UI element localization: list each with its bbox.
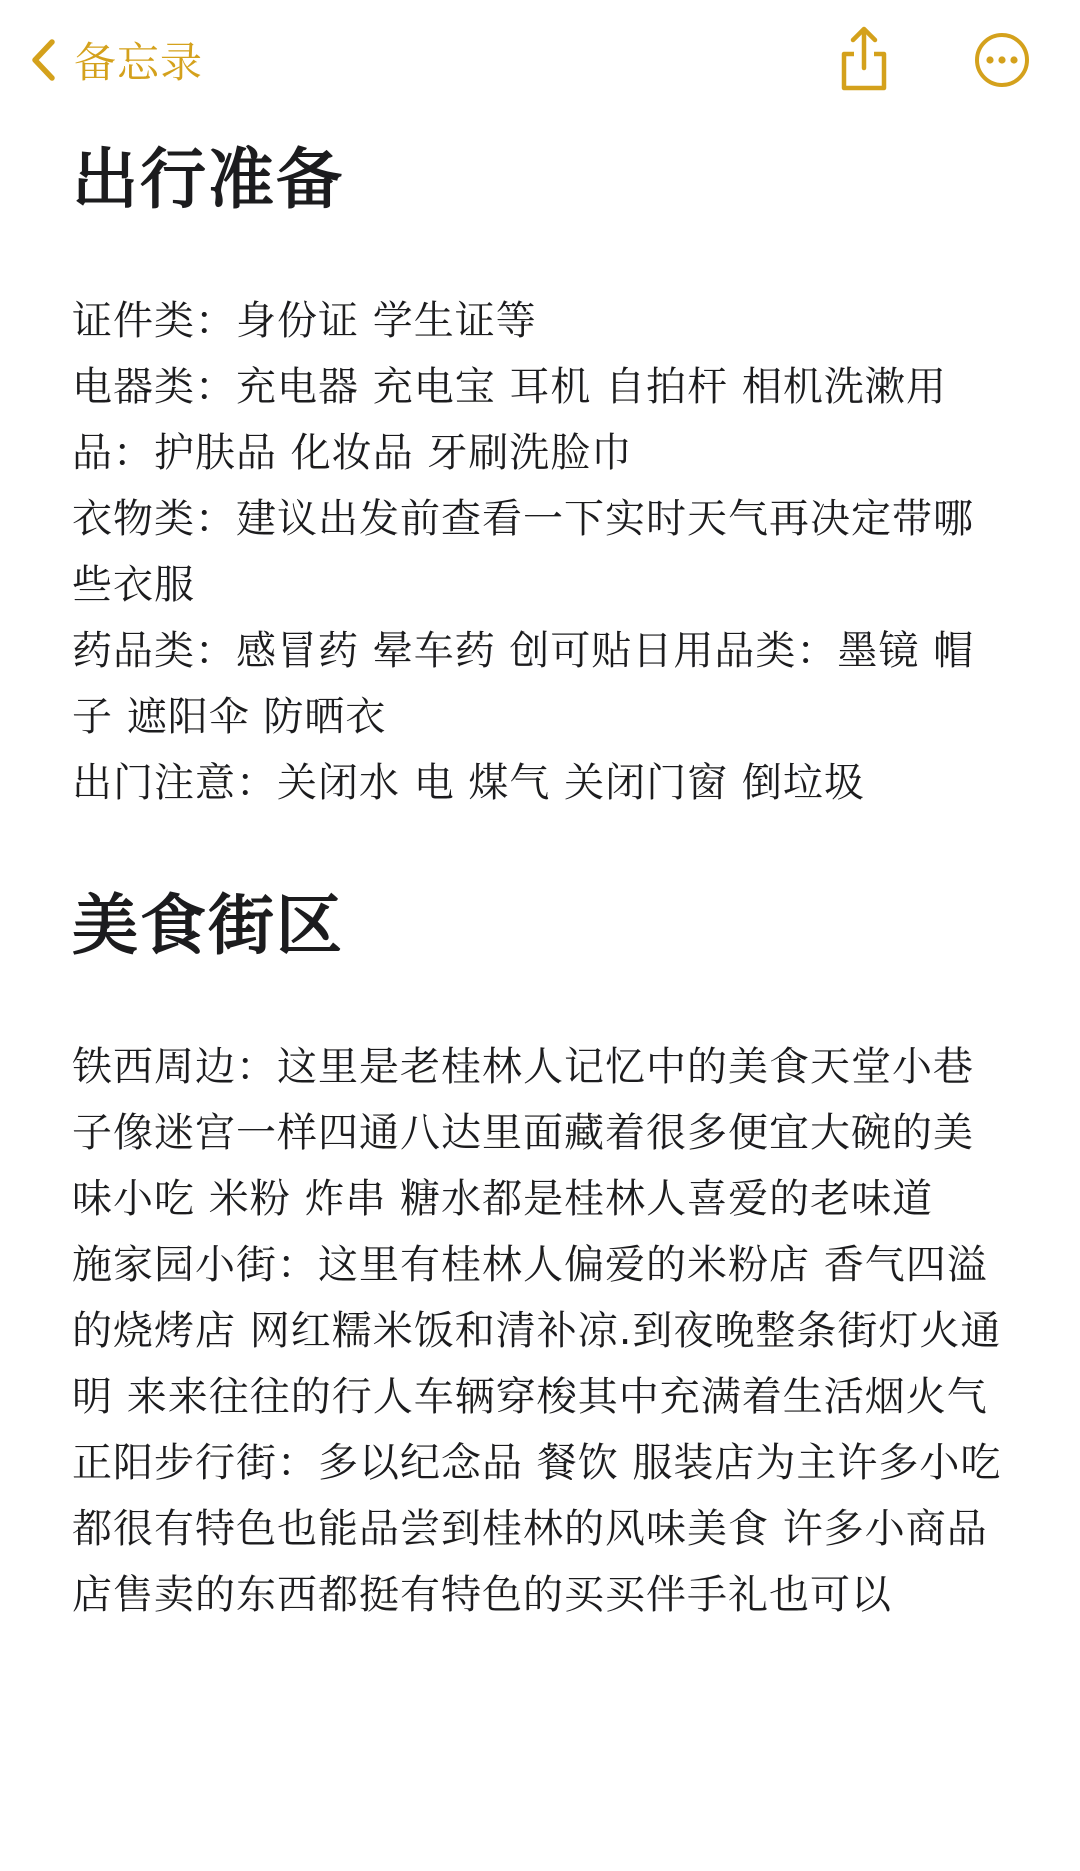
- note-content[interactable]: [72, 130, 1012, 1628]
- paragraph: 电器类：充电器 充电宝 耳机 自拍杆 相机洗漱用品：护肤品 化妆品 牙刷洗脸巾: [72, 364, 947, 476]
- navigation-bar: [0, 0, 1080, 120]
- section-title: 美食街区: [72, 887, 344, 964]
- chevron-left-icon: [30, 38, 56, 82]
- section-travel-prep: [72, 130, 1012, 816]
- back-button[interactable]: [30, 30, 203, 90]
- section-food-streets: [72, 876, 1012, 1628]
- paragraph: 衣物类：建议出发前查看一下实时天气再决定带哪些衣服: [72, 496, 974, 608]
- paragraph: 证件类：身份证 学生证等: [72, 298, 537, 344]
- section-title: 出行准备: [72, 141, 344, 218]
- back-label: 备忘录: [74, 38, 204, 87]
- paragraph: 出门注意：关闭水 电 煤气 关闭门窗 倒垃圾: [72, 760, 865, 806]
- more-icon: [974, 73, 1030, 92]
- share-icon: [836, 79, 892, 98]
- paragraph: 铁西周边：这里是老桂林人记忆中的美食天堂小巷子像迷宫一样四通八达里面藏着很多便宜大碗的美味小吃 米粉 炸串 糖水都是桂林人喜爱的老味道: [72, 1044, 974, 1222]
- paragraph: 药品类：感冒药 晕车药 创可贴日用品类：墨镜 帽子 遮阳伞 防晒衣: [72, 628, 975, 740]
- paragraph: 正阳步行街：多以纪念品 餐饮 服装店为主许多小吃都很有特色也能品尝到桂林的风味美食 许多小商品店售卖的东西都挺有特色的买买伴手礼也可以: [72, 1440, 1002, 1618]
- paragraph: 施家园小街：这里有桂林人偏爱的米粉店 香气四溢的烧烤店 网红糯米饭和清补凉.到夜晚整条街灯火通明 来来往往的行人车辆穿梭其中充满着生活烟火气: [72, 1242, 1002, 1420]
- share-button[interactable]: [836, 24, 892, 94]
- more-button[interactable]: [974, 32, 1030, 88]
